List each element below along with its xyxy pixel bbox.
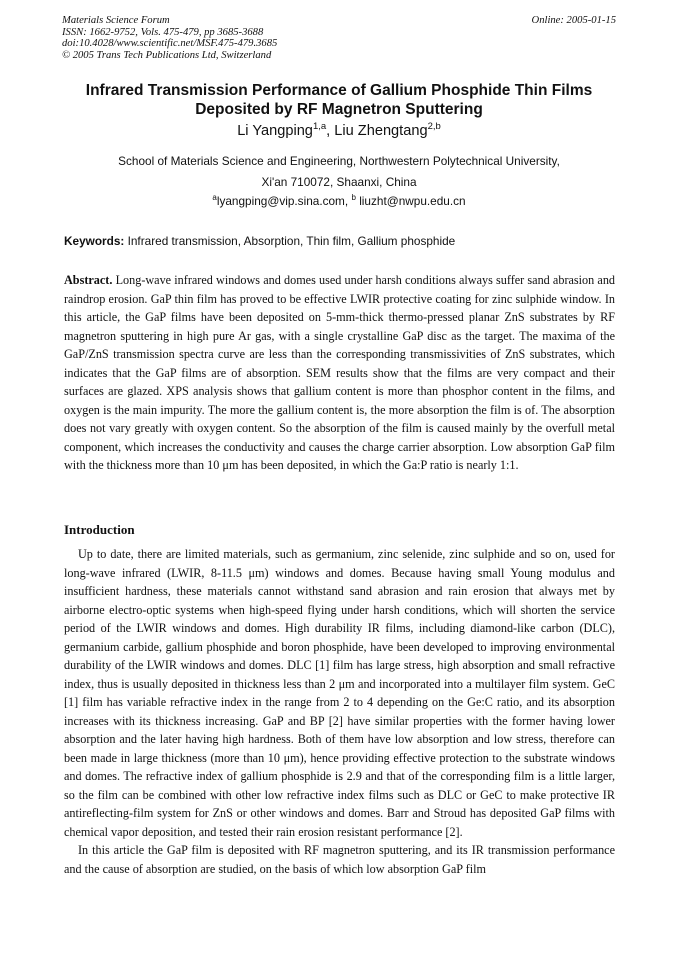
journal-name: Materials Science Forum xyxy=(62,15,170,26)
abstract-label: Abstract. xyxy=(64,273,113,287)
body-paragraph: Up to date, there are limited materials, such as germanium, zinc selenide, zinc sulphide and so on, used for long-wave infrared (LWIR, 8-11.5 μm) windows and domes. Because having small Young modulus and insufficient hardness, these materials cannot withstand sand abrasion and rain erosion that always met by airborne electro-optic systems when high-speed flying under harsh conditions, which will shorten the service period of the LWIR windows and domes. High durability IR films, including diamond-like carbon (DLC), germanium carbide, gallium phosphide and boron phosphide, have been developed to improving environmental durability of the LWIR windows and domes. DLC [1] film has large stress, high absorption and small refractive index, thus is usually deposited in thickness less than 2 μm and incorporated into a multilayer film system. GeC [1] film has variable refractive index in the range from 2 to 4 depending on the Ge:C ratio, and its absorption increases with its thickness increasing. GaP and BP [2] have similar properties with the former having lower absorption and the later having high hardness. Both of them have low absorption and low stress, therefore can been made in large thickness (more than 10 μm), hence providing effective protection to the substrate windows and domes. The refractive index of gallium phosphide is 2.9 and that of the corresponding film is a little larger, so the film can be combined with other low refractive index films such as DLC or GeC to make protective IR antireflecting-film system for ZnS or other windows and domes. Barr and Stroud has deposited GaP films with chemical vapor deposition, and tested their rain erosion resistant performance [2]. xyxy=(64,547,615,839)
issn-line: ISSN: 1662-9752, Vols. 475-479, pp 3685-3688 xyxy=(62,26,264,38)
affiliation-line: Xi'an 710072, Shaanxi, China xyxy=(261,175,417,189)
author-list xyxy=(0,121,678,139)
author-name: Li Yangping xyxy=(237,122,313,139)
author-separator: , xyxy=(326,122,335,139)
keywords-text: Infrared transmission, Absorption, Thin film, Gallium phosphide xyxy=(127,234,456,248)
email-link[interactable]: liuzht@nwpu.edu.cn xyxy=(359,193,466,208)
author-affiliation-marker: 1,a xyxy=(312,121,327,132)
body-paragraph: In this article the GaP film is deposited with RF magnetron sputtering, and its IR transmission performance and the cause of absorption are studied, on the basis of which low absorption GaP film xyxy=(64,843,615,876)
email-link[interactable]: lyangping@vip.sina.com, xyxy=(216,193,349,208)
author-affiliation-marker: 2,b xyxy=(427,121,441,132)
paper-title: Infrared Transmission Performance of Gallium Phosphide Thin Films Deposited by RF Magnetron Sputtering xyxy=(85,82,593,118)
affiliation-line: School of Materials Science and Engineering, Northwestern Polytechnical University, xyxy=(118,154,560,168)
email-marker: b xyxy=(351,193,356,202)
section-heading: Introduction xyxy=(64,522,135,537)
page-header xyxy=(62,15,616,61)
email-marker: a xyxy=(212,193,217,202)
author-emails xyxy=(0,193,678,208)
keywords xyxy=(64,234,614,248)
online-date: Online: 2005-01-15 xyxy=(531,15,616,26)
copyright-line: © 2005 Trans Tech Publications Ltd, Switzerland xyxy=(62,49,272,61)
abstract-text: Long-wave infrared windows and domes used under harsh conditions always suffer sand abrasion and raindrop erosion. GaP thin film has proved to be effective LWIR protective coating for zinc sulphide window. In this article, the GaP films have been deposited on 5-mm-thick thermo-pressed planar ZnS substrates by RF magnetron sputtering in high pure Ar gas, with a single crystalline GaP disc as the target. The maxima of the GaP/ZnS transmission spectra curve are less than the corresponding transmissivities of ZnS substrates, which indicates that the GaP films are of absorption. SEM results show that the films are very compact and their surfaces are glazed. XPS analysis shows that gallium content is more than phosphor content in the films, and oxygen is the main impurity. The more the gallium content is, the more absorption the film is of. The absorption does not vary greatly with oxygen content. So the absorption of the film is caused mainly by the overfull metal component, which increases the conductivity and causes the charge carrier absorption. Low absorption GaP film with the thickness more than 10 μm has been deposited, in which the Ga:P ratio is nearly 1:1. xyxy=(64,273,616,472)
abstract xyxy=(64,271,615,475)
affiliation xyxy=(80,151,598,193)
author-name: Liu Zhengtang xyxy=(334,122,428,139)
doi-line: doi:10.4028/www.scientific.net/MSF.475-479.3685 xyxy=(62,38,278,50)
keywords-label: Keywords: xyxy=(64,234,125,248)
introduction-body xyxy=(64,545,615,878)
